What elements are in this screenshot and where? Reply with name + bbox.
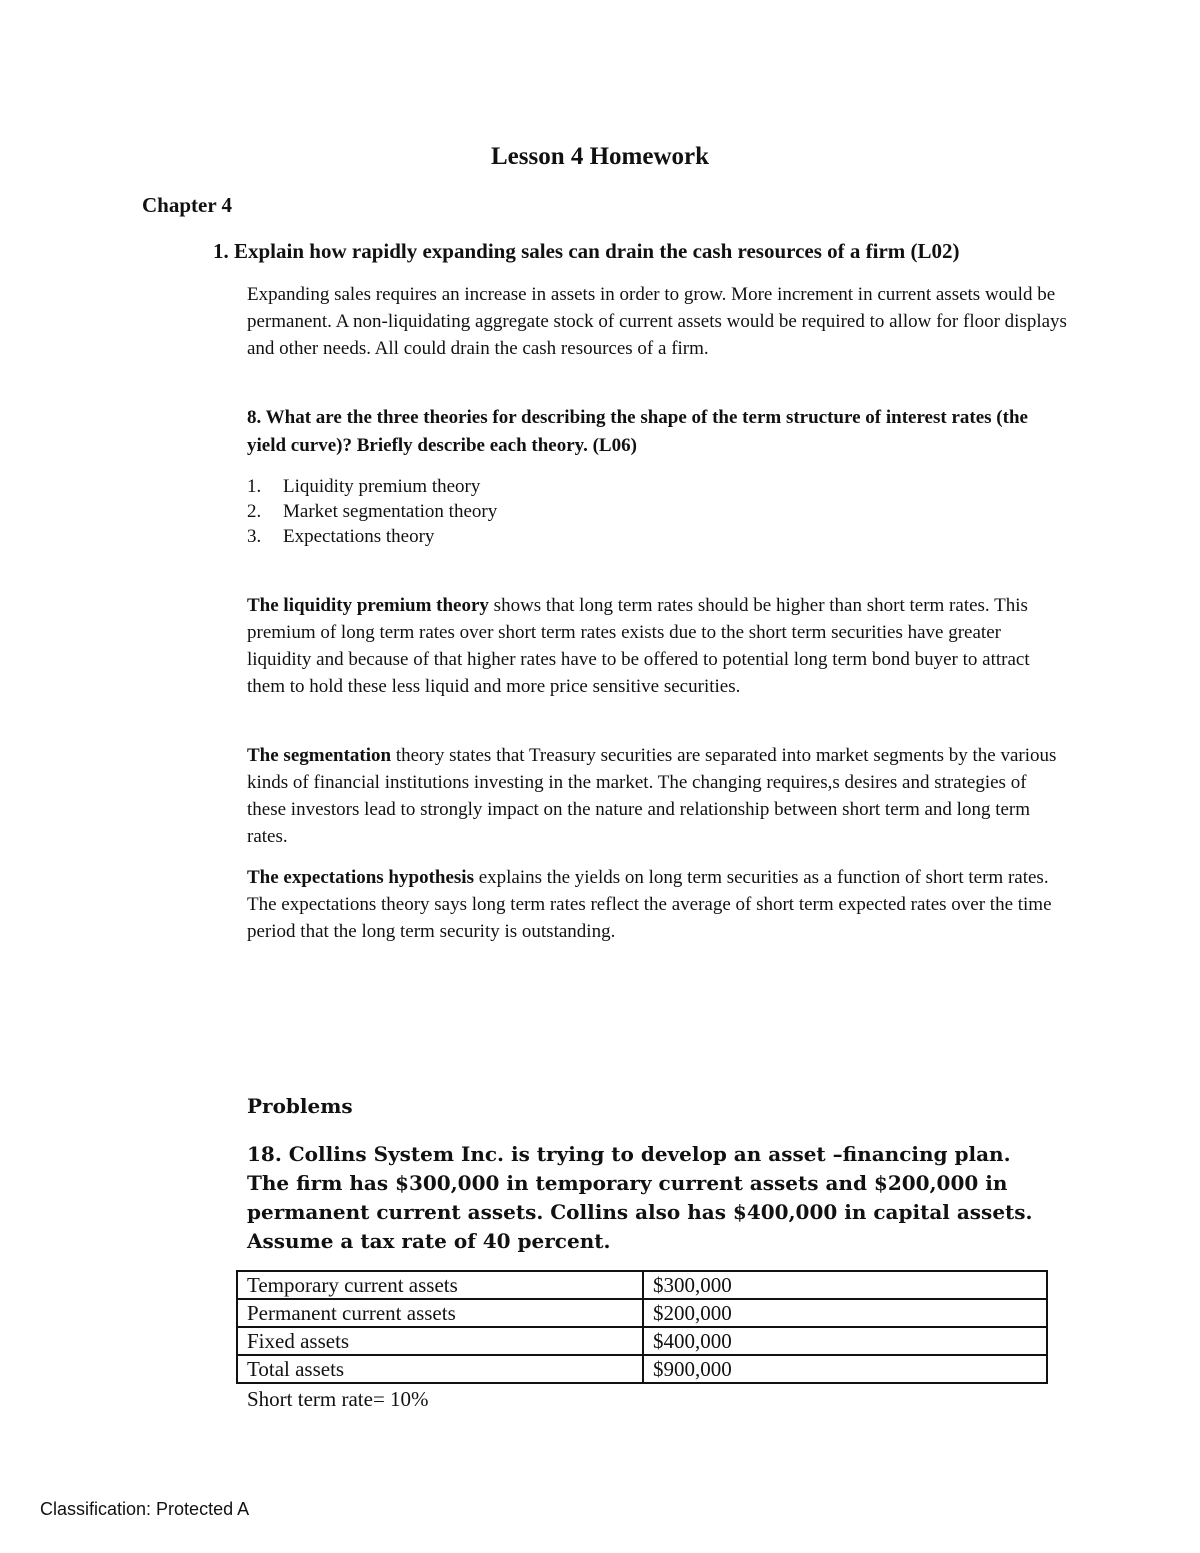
problems-heading: Problems (247, 1094, 353, 1118)
list-item (247, 524, 497, 549)
term-description: shows that long term rates should be higher than short term rates. This premium of long term rates over short term rates exists due to the short term securities have greater liquidity and because of that higher rates have to be offered to potential long term bond buyer to attract them to hold these less liquid and more price sensitive securities. (247, 595, 1030, 697)
asset-value: $200,000 (643, 1299, 1047, 1327)
assets-table (236, 1270, 1048, 1384)
asset-label: Temporary current assets (237, 1271, 643, 1299)
list-item (247, 474, 497, 499)
list-text: Market segmentation theory (283, 501, 498, 522)
classification-footer: Classification: Protected A (40, 1499, 250, 1519)
list-number: 1. (247, 476, 262, 497)
list-number: 2. (247, 501, 262, 522)
list-text: Liquidity premium theory (283, 476, 481, 497)
question-18: 18. Collins System Inc. is trying to develop an asset –financing plan. The firm has $300,000 in temporary current assets and $200,000 in permanent current assets. Collins also has $400,000 in capital assets. Assume a tax rate of 40 percent. (247, 1142, 1033, 1253)
asset-value: $400,000 (643, 1327, 1047, 1355)
asset-value: $300,000 (643, 1271, 1047, 1299)
asset-label: Total assets (237, 1355, 643, 1383)
asset-value: $900,000 (643, 1355, 1047, 1383)
answer-1: Expanding sales requires an increase in assets in order to grow. More increment in current assets would be permanent. A non-liquidating aggregate stock of current assets would be required to allow for floor displays and other needs. All could drain the cash resources of a firm. (247, 284, 1067, 359)
table-row (237, 1299, 1047, 1327)
short-term-rate: Short term rate= 10% (247, 1387, 429, 1411)
theories-list (247, 474, 497, 549)
expectations-paragraph (247, 864, 1067, 945)
list-number: 3. (247, 526, 262, 547)
term-label: The segmentation (247, 745, 392, 766)
asset-label: Permanent current assets (237, 1299, 643, 1327)
table-row (237, 1327, 1047, 1355)
term-description: explains the yields on long term securities as a function of short term rates. The expectations theory says long term rates reflect the average of short term expected rates over the time period that the long term security is outstanding. (247, 867, 1052, 942)
chapter-heading: Chapter 4 (142, 193, 233, 217)
term-label: The expectations hypothesis (247, 867, 474, 888)
term-description: theory states that Treasury securities are separated into market segments by the various kinds of financial institutions investing in the market. The changing requires,s desires and strategies of these investors lead to strongly impact on the nature and relationship between short term and long term rates. (247, 745, 1057, 847)
table-row (237, 1271, 1047, 1299)
question-1: 1. Explain how rapidly expanding sales can drain the cash resources of a firm (L02) (213, 239, 960, 263)
asset-label: Fixed assets (237, 1327, 643, 1355)
question-8: 8. What are the three theories for describing the shape of the term structure of interest rates (the yield curve)? Briefly describe each theory. (L06) (247, 407, 1028, 456)
list-item (247, 499, 497, 524)
table-row (237, 1355, 1047, 1383)
segmentation-paragraph (247, 742, 1067, 850)
list-text: Expectations theory (283, 526, 435, 547)
liquidity-premium-paragraph (247, 592, 1067, 700)
term-label: The liquidity premium theory (247, 595, 489, 616)
page-title: Lesson 4 Homework (490, 143, 710, 170)
